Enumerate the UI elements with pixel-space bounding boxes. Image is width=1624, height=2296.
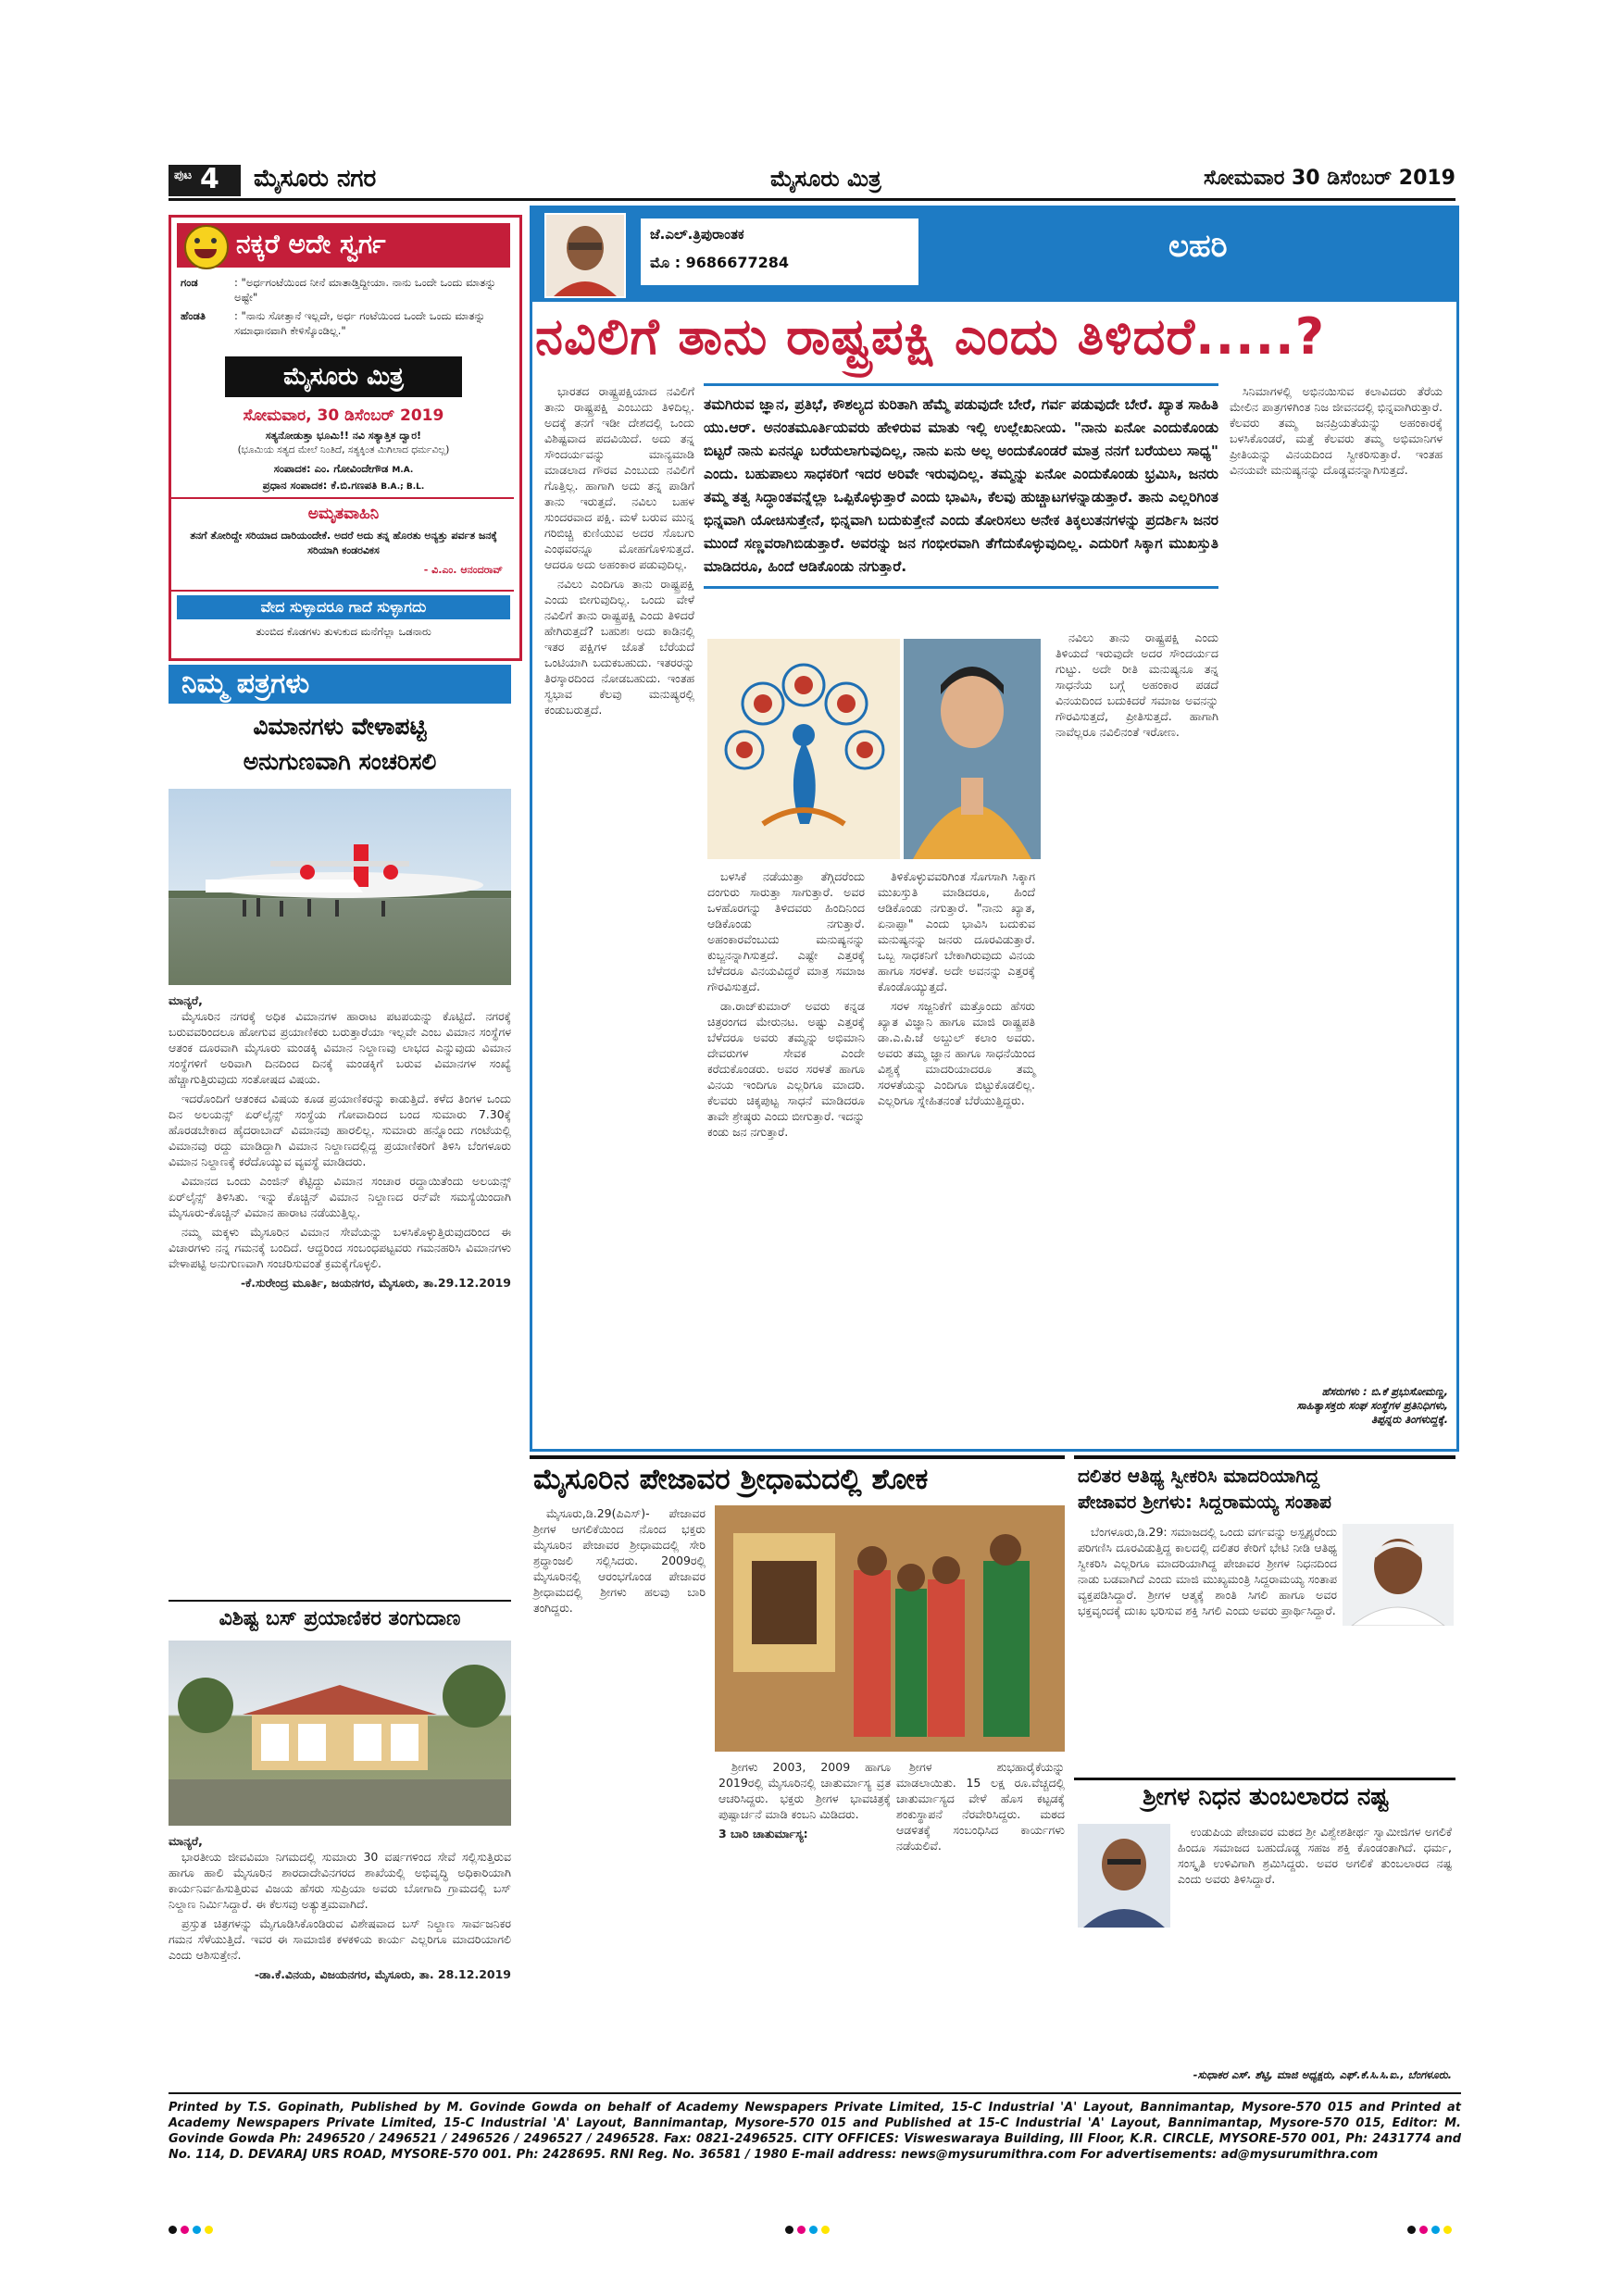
tumbalarada-credit: -ಸುಧಾಕರ ಎಸ್. ಶೆಟ್ಟಿ, ಮಾಜಿ ಅಧ್ಯಕ್ಷರು, ಎಫ್.ಕೆ.ಸಿ.ಸಿ.ಐ., ಬೆಂಗಳೂರು.	[1193, 2068, 1452, 2081]
story-paragraph: ಶ್ರೀಗಳು 2003, 2009 ಹಾಗೂ 2019ರಲ್ಲಿ ಮೈಸೂರಿನಲ್ಲಿ ಚಾತುರ್ಮಾಸ್ಯ ವ್ರತ ಆಚರಿಸಿದ್ದರು. ಭಕ್ತರು ಶ್ರೀಗಳ ಭಾವಚಿತ್ರಕ್ಕೆ ಪುಷ್ಪಾರ್ಚನೆ ಮಾಡಿ ಕಂಬನಿ ಮಿಡಿದರು.	[718, 1760, 891, 1821]
husband-line: : "ಅರ್ಧಗಂಟೆಯಿಂದ ನೀನೆ ಮಾತಾಡ್ತಿದ್ದೀಯಾ. ನಾನು ಒಂದೇ ಒಂದು ಮಾತನ್ನು ಅಷ್ಟೇ"	[234, 276, 496, 304]
pejawara-headline: ಮೈಸೂರಿನ ಪೇಜಾವರ ಶ್ರೀಧಾಮದಲ್ಲಿ ಶೋಕ	[533, 1463, 929, 1496]
chief-editor-credit	[177, 479, 510, 493]
proverb-title: ವೇದ ಸುಳ್ಳಾದರೂ ಗಾದೆ ಸುಳ್ಳಾಗದು	[177, 595, 510, 619]
editor-credit	[177, 462, 510, 476]
article-paragraph: ಬಳಸಿಕೆ ನಡೆಯುತ್ತಾ ತೆಗ್ಗಿದರೆಂದು ದಂಗುರು ಸಾರುತ್ತಾ ಸಾಗುತ್ತಾರೆ. ಅವರ ಒಳಹೊರಗನ್ನು ತಿಳಿದವರು ಹಿಂದಿನಿಂದ ಆಡಿಕೊಂಡು ನಗುತ್ತಾರೆ. ಅಹಂಕಾರವೆಂಬುದು ಮನುಷ್ಯನನ್ನು ಕುಬ್ಜನನ್ನಾಗಿಸುತ್ತದೆ. ಎಷ್ಟೇ ಎತ್ತರಕ್ಕೆ ಬೆಳೆದರೂ ವಿನಯವಿದ್ದರೆ ಮಾತ್ರ ಸಮಾಜ ಗೌರವಿಸುತ್ತದೆ.	[707, 869, 865, 993]
author-phone: ಮೊ : 9686677284	[650, 254, 789, 271]
lahari-lead: ತಮಗಿರುವ ಜ್ಞಾನ, ಪ್ರತಿಭೆ, ಕೌಶಲ್ಯದ ಕುರಿತಾಗಿ ಹೆಮ್ಮೆ ಪಡುವುದೇ ಬೇರೆ, ಗರ್ವ ಪಡುವುದೇ ಬೇರೆ. ಖ್ಯಾತ ಸಾಹಿತಿ ಯು.ಆರ್. ಅನಂತಮೂರ್ತಿಯವರು ಹೇಳಿರುವ ಮಾತು ಇಲ್ಲಿ ಉಲ್ಲೇಖನೀಯ. "ನಾನು ಏನೋ ಎಂದುಕೊಂಡು ಬಿಟ್ಟರೆ ನಾನು ಏನನ್ನೂ ಬರೆಯಲಾಗುವುದಿಲ್ಲ, ನಾನು ಏನು ಅಲ್ಲ ಅಂದುಕೊಂಡರೆ ಮಾತ್ರ ನನಗೆ ಬರೆಯಲು ಸಾಧ್ಯ" ಎಂದು. ಬಹುಪಾಲು ಸಾಧಕರಿಗೆ ಇದರ ಅರಿವೇ ಇರುವುದಿಲ್ಲ. ತಮ್ಮನ್ನು ಏನೋ ಎಂದುಕೊಂಡು ಭ್ರಮಿಸಿ, ಜನರು ತಮ್ಮ ತತ್ವ ಸಿದ್ಧಾಂತವನ್ನೆಲ್ಲಾ ಒಪ್ಪಿಕೊಳ್ಳುತ್ತಾರೆ ಎಂದು ಭಾವಿಸಿ, ಕೆಲವು ಹುಚ್ಚಾಟಗಳನ್ನಾಡುತ್ತಾರೆ. ತಾನು ಎಲ್ಲರಿಗಿಂತ ಭಿನ್ನವಾಗಿ ಯೋಚಿಸುತ್ತೇನೆ, ಭಿನ್ನವಾಗಿ ಬದುಕುತ್ತೇನೆ ಎಂದು ತೋರಿಸಲು ಅನೇಕ ತಿಕ್ಕಲುತನಗಳನ್ನು ಪ್ರದರ್ಶಿಸಿ ಜನರ ಮುಂದೆ ಸಣ್ಣವರಾಗಿಬಿಡುತ್ತಾರೆ. ಅವರನ್ನು ಜನ ಗಂಭೀರವಾಗಿ ತೆಗೆದುಕೊಳ್ಳುವುದಿಲ್ಲ. ಎದುರಿಗೆ ಸಿಕ್ಕಾಗ ಮುಖಸ್ತುತಿ ಮಾಡಿದರೂ, ಹಿಂದೆ ಆಡಿಕೊಂಡು ನಗುತ್ತಾರೆ.	[704, 383, 1218, 589]
lahari-column-3b	[1056, 630, 1218, 743]
peacock-illustration	[707, 639, 900, 859]
wife-line: : "ನಾನು ಸೋತ್ತಾನೆ ಇಲ್ಲದೇ, ಅರ್ಧ ಗಂಟೆಯಿಂದ ಒಂದೇ ಒಂದು ಮಾತನ್ನು ಸಮಾಧಾನವಾಗಿ ಕೇಳಿಸ್ಕೊಂಡಿಲ್ಲ."	[234, 309, 486, 337]
masthead: ಮೈಸೂರು ಮಿತ್ರ	[770, 165, 881, 192]
tumbalarada-body	[1178, 1824, 1452, 1890]
editor-degree: M.A.	[392, 466, 414, 475]
siddaramaiah-body	[1078, 1524, 1337, 1622]
headline-line-1: ದಲಿತರ ಆತಿಥ್ಯ ಸ್ವೀಕರಿಸಿ ಮಾದರಿಯಾಗಿದ್ದ	[1078, 1465, 1320, 1487]
credit-line-2: ಸಾಹಿತ್ಯಾಸಕ್ತರು ಸಂಘ ಸಂಸ್ಥೆಗಳ ಪ್ರತಿನಿಧಿಗಳು,	[1296, 1399, 1448, 1412]
siddaramaiah-headline	[1078, 1463, 1454, 1515]
column-name: ಲಹರಿ	[1168, 228, 1228, 265]
header-rule	[169, 198, 1455, 201]
tumbalarada-headline: ಶ್ರೀಗಳ ನಿಧನ ತುಂಬಲಾರದ ನಷ್ಟ	[1143, 1783, 1389, 1811]
sudhakar-photo	[1078, 1824, 1170, 1928]
letter1-body	[169, 992, 511, 1291]
letters-title-text: ನಿಮ್ಮ ಪತ್ರಗಳು	[181, 668, 310, 700]
letter1-headline	[169, 709, 511, 780]
lahari-author-credit	[1230, 1385, 1448, 1427]
editor-line: ಸಂಪಾದಕ: ಎಂ. ಗೋವಿಂದೇಗೌಡ	[273, 462, 389, 475]
credit-line-1: ಹೆಸರುಗಳು : ಬಿ.ಕೆ ಪ್ರಭುಸೋಮಣ್ಣ,	[1321, 1385, 1448, 1398]
page-number: 4	[200, 163, 219, 195]
page-header	[169, 165, 1455, 196]
subhead: 3 ಬಾರಿ ಚಾತುರ್ಮಾಸ್ಯ:	[718, 1827, 808, 1841]
letter2-paragraph: ಭಾರತೀಯ ಜೀವವಿಮಾ ನಿಗಮದಲ್ಲಿ ಸುಮಾರು 30 ವರ್ಷಗಳಿಂದ ಸೇವೆ ಸಲ್ಲಿಸುತ್ತಿರುವ ಹಾಗೂ ಹಾಲಿ ಮೈಸೂರಿನ ಶಾರದಾದೇವಿನಗರದ ಶಾಖೆಯಲ್ಲಿ ಅಭಿವೃದ್ಧಿ ಅಧಿಕಾರಿಯಾಗಿ ಕಾರ್ಯನಿರ್ವಹಿಸುತ್ತಿರುವ ವಿಜಯ ಹೆಸರು ಸುಪ್ರಿಯಾ ಅವರು ಬೋಗಾದಿ ಗ್ರಾಮದಲ್ಲಿ ಬಸ್ ನಿಲ್ದಾಣ ನಿರ್ಮಿಸಿದ್ದಾರೆ. ಈ ಕೆಲಸವು ಅತ್ಯುತ್ತಮವಾಗಿದೆ.	[169, 1850, 511, 1911]
cartoon-title: ನಕ್ಕರೆ ಅದೇ ಸ್ವರ್ಗ	[236, 229, 386, 259]
letter1-paragraph: ನಮ್ಮ ಮಕ್ಕಳು ಮೈಸೂರಿನ ವಿಮಾನ ಸೇವೆಯನ್ನು ಬಳಸಿಕೊಳ್ಳುತ್ತಿರುವುದರಿಂದ ಈ ವಿಚಾರಗಳು ನನ್ನ ಗಮನಕ್ಕೆ ಬಂದಿದೆ. ಆದ್ದರಿಂದ ಸಂಬಂಧಪಟ್ಟವರು ಗಮನಹರಿಸಿ ವಿಮಾನಗಳು ವೇಳಾಪಟ್ಟಿ ಅನುಗುಣವಾಗಿ ಸಂಚರಿಸುವಂತೆ ಕ್ರಮಕೈಗೊಳ್ಳಲಿ.	[169, 1225, 511, 1270]
article-paragraph: ಭಾರತದ ರಾಷ್ಟ್ರಪಕ್ಷಿಯಾದ ನವಿಲಿಗೆ ತಾನು ರಾಷ್ಟ್ರಪಕ್ಷಿ ಎಂಬುದು ತಿಳಿದಿಲ್ಲ. ಅದಕ್ಕೆ ತನಗೆ ಇಡೀ ದೇಶದಲ್ಲಿ ಒಂದು ವಿಶಿಷ್ಟವಾದ ಪದವಿಯಿದೆ. ಅದು ತನ್ನ ಸೌಂದರ್ಯವನ್ನು ಮಾನ್ಯಮಾಡಿ ಮಾಡಲಾದ ಗೌರವ ಎಂಬುದು ನವಿಲಿಗೆ ಗೊತ್ತಿಲ್ಲ. ಹಾಗಾಗಿ ಅದು ತನ್ನ ಪಾಡಿಗೆ ತಾನು ಇರುತ್ತದೆ. ನವಿಲು ಬಹಳ ಸುಂದರವಾದ ಪಕ್ಷಿ. ಮಳೆ ಬರುವ ಮುನ್ನ ಗರಿಬಿಚ್ಚಿ ಕುಣಿಯುವ ಅದರ ಸೊಬಗು ಎಂಥವರನ್ನೂ ಮೋಹಗೊಳಿಸುತ್ತದೆ. ಆದರೂ ಅದು ಅಹಂಕಾರ ಪಡುವುದಿಲ್ಲ.	[544, 384, 694, 571]
lahari-headline: ನವಿಲಿಗೆ ತಾನು ರಾಷ್ಟ್ರಪಕ್ಷಿ ಎಂದು ತಿಳಿದರೆ.....?	[535, 307, 1326, 366]
editorial-date: ಸೋಮವಾರ, 30 ಡಿಸೆಂಬರ್ 2019	[243, 406, 444, 425]
slogan-1: ಸತ್ಯನೋಡುತ್ತಾ ಭೂಮಿ!! ನವಿ ಸತ್ಯಾತ್ತಿತ ದ್ವಾರ!	[265, 430, 422, 442]
mourning-photo	[715, 1505, 1065, 1752]
bus-stand-photo	[169, 1641, 511, 1826]
amruta-text: ತನಗೆ ತೋರಿದ್ದೇ ಸರಿಯಾದ ದಾರಿಯಂದೇಕೆ. ಅದರೆ ಅದು ತನ್ನ ಹೊರತು ಅನ್ಯತ್ತು ಪರ್ವತ ಜನಕ್ಕೆ ಸರಿಯಾಗಿ ಕಂಡರವಿಕಸ	[190, 530, 497, 556]
pejawara-column-1	[533, 1505, 706, 1619]
airplane-photo	[169, 789, 511, 985]
husband-label: ಗಂಡ	[181, 276, 198, 289]
article-paragraph: ನವಿಲು ತಾನು ರಾಷ್ಟ್ರಪಕ್ಷಿ ಎಂದು ತಿಳಿಯದೆ ಇರುವುದೇ ಅದರ ಸೌಂದರ್ಯದ ಗುಟ್ಟು. ಅದೇ ರೀತಿ ಮನುಷ್ಯನೂ ತನ್ನ ಸಾಧನೆಯ ಬಗ್ಗೆ ಅಹಂಕಾರ ಪಡದೆ ವಿನಯದಿಂದ ಬದುಕಿದರೆ ಸಮಾಜ ಅವನನ್ನು ಗೌರವಿಸುತ್ತದೆ, ಪ್ರೀತಿಸುತ್ತದೆ. ಹಾಗಾಗಿ ನಾವೆಲ್ಲರೂ ನವಿಲಿನಂತೆ ಇರೋಣ.	[1056, 630, 1218, 739]
wife-label: ಹೆಂಡತಿ	[181, 309, 206, 322]
letter1-salutation: ಮಾನ್ಯರೆ,	[169, 993, 203, 1007]
footer-rule	[169, 2092, 1461, 2094]
lahari-column-2	[707, 868, 865, 1143]
cartoon-dialogue	[181, 275, 510, 338]
divider	[171, 590, 514, 592]
article-paragraph: ನವಿಲು ಎಂದಿಗೂ ತಾನು ರಾಷ್ಟ್ರಪಕ್ಷಿ ಎಂದು ಬೀಗುವುದಿಲ್ಲ. ಒಂದು ವೇಳೆ ನವಿಲಿಗೆ ತಾನು ರಾಷ್ಟ್ರಪಕ್ಷಿ ಎಂದು ತಿಳಿದರೆ ಹೇಗಿರುತ್ತದೆ? ಬಹುಶಃ ಅದು ಕಾಡಿನಲ್ಲಿ ಇತರ ಪಕ್ಷಿಗಳ ಜೊತೆ ಬೆರೆಯದೆ ಒಂಟಿಯಾಗಿ ಬದುಕಬಹುದು. ಇತರರನ್ನು ತಿರಸ್ಕಾರದಿಂದ ನೋಡಬಹುದು. ಇಂತಹ ಸ್ವಭಾವ ಕೆಲವು ಮನುಷ್ಯರಲ್ಲಿ ಕಂಡುಬರುತ್ತದೆ.	[544, 577, 694, 717]
proverb-text: ತುಂಬಿದ ಕೊಡಗಳು ತುಳುಕುದ ಮನೆಗೆಲ್ಲಾ ಒಡನಾರು	[256, 625, 431, 638]
pejawara-column-2	[718, 1759, 891, 1841]
story-paragraph: ಉಡುಪಿಯ ಪೇಜಾವರ ಮಠದ ಶ್ರೀ ವಿಶ್ವೇಶತೀರ್ಥ ಸ್ವಾಮೀಜಿಗಳ ಅಗಲಿಕೆ ಹಿಂದೂ ಸಮಾಜದ ಬಹುದೊಡ್ಡ ಸಹಜ ಶಕ್ತಿ ಕೊಂಡಂತಾಗಿದೆ. ಧರ್ಮ, ಸಂಸ್ಕೃತಿ ಉಳಿವಿಗಾಗಿ ಶ್ರಮಿಸಿದ್ದರು. ಅವರ ಅಗಲಿಕೆ ತುಂಬಲಾರದ ನಷ್ಟ ಎಂದು ಅವರು ತಿಳಿಸಿದ್ದಾರೆ.	[1178, 1825, 1452, 1886]
letters-column	[169, 709, 511, 2061]
chief-editor-line: ಪ್ರಧಾನ ಸಂಪಾದಕ: ಕೆ.ಬಿ.ಗಣಪತಿ	[262, 479, 378, 492]
laughing-face-icon	[184, 225, 229, 269]
story-paragraph: ಶ್ರೀಗಳ ಶುಭಹಾರೈಕೆಯನ್ನು ಮಾಡಲಾಯಿತು. 15 ಲಕ್ಷ ರೂ.ವೆಚ್ಚದಲ್ಲಿ ಚಾತುರ್ಮಾಸ್ಯದ ವೇಳೆ ಹೊಸ ಕಟ್ಟಡಕ್ಕೆ ಶಂಕುಸ್ಥಾಪನೆ ನೆರವೇರಿಸಿದ್ದರು. ಮಠದ ಆಡಳಿತಕ್ಕೆ ಸಂಬಂಧಿಸಿದ ಕಾರ್ಯಗಳು ನಡೆಯಲಿವೆ.	[896, 1760, 1065, 1853]
section-name: ಮೈಸೂರು ನಗರ	[254, 165, 377, 193]
author-name: ಜೆ.ಎಲ್.ತ್ರಿಪುರಾಂತಕ	[650, 226, 744, 243]
amruta-title: ಅಮೃತವಾಹಿನಿ	[307, 505, 380, 523]
story-rule	[530, 1455, 1065, 1459]
article-paragraph: ಸರಳ ಸಜ್ಜನಿಕೆಗೆ ಮತ್ತೊಂದು ಹೆಸರು ಖ್ಯಾತ ವಿಜ್ಞಾನಿ ಹಾಗೂ ಮಾಜಿ ರಾಷ್ಟ್ರಪತಿ ಡಾ.ಎ.ಪಿ.ಜೆ ಅಬ್ದುಲ್ ಕಲಾಂ ಅವರು. ಅವರು ತಮ್ಮ ಜ್ಞಾನ ಹಾಗೂ ಸಾಧನೆಯಿಂದ ವಿಶ್ವಕ್ಕೆ ಮಾದರಿಯಾದರೂ ತಮ್ಮ ಸರಳತೆಯನ್ನು ಎಂದಿಗೂ ಬಿಟ್ಟುಕೊಡಲಿಲ್ಲ. ಎಲ್ಲರಿಗೂ ಸ್ನೇಹಿತನಂತೆ ಬೆರೆಯುತ್ತಿದ್ದರು.	[878, 999, 1035, 1107]
registration-marks	[785, 2220, 841, 2229]
letter1-headline-l1: ವಿಮಾನಗಳು ವೇಳಾಪಟ್ಟಿ	[253, 713, 427, 740]
article-paragraph: ಸಿನಿಮಾಗಳಲ್ಲಿ ಅಭಿನಯಿಸುವ ಕಲಾವಿದರು ತೆರೆಯ ಮೇಲಿನ ಪಾತ್ರಗಳಿಗಿಂತ ನಿಜ ಜೀವನದಲ್ಲಿ ಭಿನ್ನವಾಗಿರುತ್ತಾರೆ. ಕೆಲವರು ತಮ್ಮ ಜನಪ್ರಿಯತೆಯನ್ನು ಅಹಂಕಾರಕ್ಕೆ ಬಳಸಿಕೊಂಡರೆ, ಮತ್ತೆ ಕೆಲವರು ತಮ್ಮ ಅಭಿಮಾನಿಗಳ ಪ್ರೀತಿಯನ್ನು ವಿನಯದಿಂದ ಸ್ವೀಕರಿಸುತ್ತಾರೆ. ಇಂತಹ ವಿನಯವೇ ಮನುಷ್ಯನನ್ನು ದೊಡ್ಡವನನ್ನಾಗಿಸುತ್ತದೆ.	[1230, 384, 1443, 477]
pejawara-column-3	[896, 1759, 1065, 1857]
story-paragraph: ಬೆಂಗಳೂರು,ಡಿ.29: ಸಮಾಜದಲ್ಲಿ ಒಂದು ವರ್ಗವನ್ನು ಅಸ್ಪೃಶ್ಯರೆಂದು ಪರಿಗಣಿಸಿ ದೂರವಿಡುತ್ತಿದ್ದ ಕಾಲದಲ್ಲಿ ದಲಿತರ ಕೇರಿಗೆ ಭೇಟಿ ನೀಡಿ ಆತಿಥ್ಯ ಸ್ವೀಕರಿಸಿ ಎಲ್ಲರಿಗೂ ಮಾದರಿಯಾಗಿದ್ದ ಪೇಜಾವರ ಶ್ರೀಗಳ ನಿಧನದಿಂದ ನಾಡು ಬಡವಾಗಿದೆ ಎಂದು ಮಾಜಿ ಮುಖ್ಯಮಂತ್ರಿ ಸಿದ್ದರಾಮಯ್ಯ ಸಂತಾಪ ವ್ಯಕ್ತಪಡಿಸಿದ್ದಾರೆ. ಶ್ರೀಗಳ ಆತ್ಮಕ್ಕೆ ಶಾಂತಿ ಸಿಗಲಿ ಹಾಗೂ ಅವರ ಭಕ್ತವೃಂದಕ್ಕೆ ದುಃಖ ಭರಿಸುವ ಶಕ್ತಿ ಸಿಗಲಿ ಎಂದು ಅವರು ಪ್ರಾರ್ಥಿಸಿದ್ದಾರೆ.	[1078, 1525, 1337, 1617]
article-paragraph: ಡಾ.ರಾಜ್‌ಕುಮಾರ್ ಅವರು ಕನ್ನಡ ಚಿತ್ರರಂಗದ ಮೇರುನಟ. ಅಷ್ಟು ಎತ್ತರಕ್ಕೆ ಬೆಳೆದರೂ ಅವರು ತಮ್ಮನ್ನು ಅಭಿಮಾನಿ ದೇವರುಗಳ ಸೇವಕ ಎಂದೇ ಕರೆದುಕೊಂಡರು. ಅವರ ಸರಳತೆ ಹಾಗೂ ವಿನಯ ಇಂದಿಗೂ ಎಲ್ಲರಿಗೂ ಮಾದರಿ. ಕೆಲವರು ಚಿಕ್ಕಪುಟ್ಟ ಸಾಧನೆ ಮಾಡಿದರೂ ತಾವೇ ಶ್ರೇಷ್ಠರು ಎಂದು ಬೀಗುತ್ತಾರೆ. ಇದನ್ನು ಕಂಡು ಜನ ನಗುತ್ತಾರೆ.	[707, 999, 865, 1139]
amruta-credit: - ವಿ.ಎಂ. ಆನಂದರಾವ್	[423, 564, 503, 576]
chief-editor-degree: B.A.; B.L.	[381, 482, 425, 492]
cartoon-title-bar	[177, 223, 510, 268]
rajkumar-photo	[904, 639, 1041, 859]
letter2-body	[169, 1833, 511, 1982]
letters-section-title	[169, 665, 511, 704]
credit-line-3: ತಿಪ್ಪನ್ನರು ತಿಂಗಳುದ್ದಕ್ಕೆ.	[1371, 1413, 1448, 1426]
registration-marks	[1407, 2220, 1463, 2229]
story-rule	[1074, 1455, 1455, 1459]
story-paragraph: ಮೈಸೂರು,ಡಿ.29(ಪಿಎಸ್)- ಪೇಜಾವರ ಶ್ರೀಗಳ ಆಗಲಿಕೆಯಿಂದ ನೊಂದ ಭಕ್ತರು ಮೈಸೂರಿನ ಪೇಜಾವರ ಶ್ರೀಧಾಮದಲ್ಲಿ ಸೇರಿ ಶ್ರದ್ಧಾಂಜಲಿ ಸಲ್ಲಿಸಿದರು. 2009ರಲ್ಲಿ ಮೈಸೂರಿನಲ್ಲಿ ಆರಂಭಗೊಂಡ ಪೇಜಾವರ ಶ್ರೀಧಾಮದಲ್ಲಿ ಶ್ರೀಗಳು ಹಲವು ಬಾರಿ ತಂಗಿದ್ದರು.	[533, 1506, 706, 1615]
lahari-column-1	[544, 383, 694, 721]
mitra-logo: ಮೈಸೂರು ಮಿತ್ರ	[225, 356, 462, 397]
page-label: ಪುಟ	[174, 168, 193, 182]
author-card	[641, 218, 918, 285]
headline-line-2: ಪೇಜಾವರ ಶ್ರೀಗಳು: ಸಿದ್ದರಾಮಯ್ಯ ಸಂತಾಪ	[1078, 1491, 1331, 1513]
letter1-paragraph: ಇದರೊಂದಿಗೆ ಆತಂಕದ ವಿಷಯ ಕೂಡ ಪ್ರಯಾಣಿಕರನ್ನು ಕಾಡುತ್ತಿದೆ. ಕಳೆದ ತಿಂಗಳ ಒಂದು ದಿನ ಅಲಯನ್ಸ್ ಏರ್‌ಲೈನ್ಸ್ ಸಂಸ್ಥೆಯ ಗೋವಾದಿಂದ ಬಂದ ಸುಮಾರು 7.30ಕ್ಕೆ ಹೊರಡಬೇಕಾದ ಹೈದರಾಬಾದ್ ವಿಮಾನವು ಹಾರಲಿಲ್ಲ. ಸುಮಾರು ಹನ್ನೊಂದು ಗಂಟೆಯಲ್ಲಿ ವಿಮಾನವು ರದ್ದು ಮಾಡಿದ್ದಾಗಿ ವಿಮಾನ ನಿಲ್ದಾಣದಲ್ಲಿದ್ದ ಪ್ರಯಾಣಿಕರಿಗೆ ತಿಳಿಸಿ ಬೆಂಗಳೂರು ವಿಮಾನ ನಿಲ್ದಾಣಕ್ಕೆ ಕರೆದೊಯ್ಯುವ ವ್ಯವಸ್ಥೆ ಮಾಡಿದರು.	[169, 1092, 511, 1168]
registration-marks	[169, 2220, 224, 2229]
letter2-signature: -ಡಾ.ಕೆ.ವಿನಯ, ವಿಜಯನಗರ, ಮೈಸೂರು, ತಾ. 28.12.2019	[254, 1967, 511, 1981]
header-date: ಸೋಮವಾರ 30 ಡಿಸೆಂಬರ್ 2019	[1203, 167, 1455, 190]
letter2-paragraph: ಪ್ರಸ್ತುತ ಚಿತ್ರಗಳನ್ನು ಮೈಗೂಡಿಸಿಕೊಂಡಿರುವ ವಿಶೇಷವಾದ ಬಸ್ ನಿಲ್ದಾಣ ಸಾರ್ವಜನಿಕರ ಗಮನ ಸೆಳೆಯುತ್ತಿದೆ. ಇವರ ಈ ಸಾಮಾಜಿಕ ಕಳಕಳಿಯ ಕಾರ್ಯ ಎಲ್ಲರಿಗೂ ಮಾದರಿಯಾಗಲಿ ಎಂದು ಆಶಿಸುತ್ತೇನೆ.	[169, 1916, 511, 1962]
author-photo	[544, 213, 626, 298]
letter1-paragraph: ಮೈಸೂರಿನ ನಗರಕ್ಕೆ ಅಧಿಕ ವಿಮಾನಗಳ ಹಾರಾಟ ಪಟಪಯನ್ನು ಕೊಟ್ಟಿದೆ. ನಗರಕ್ಕೆ ಬರುವವರಿಂದಲೂ ಹೋಗುವ ಪ್ರಯಾಣಿಕರು ಬರುತ್ತಾರೆಯಾ ಇಲ್ಲವೇ ಎಂಬ ವಿಮಾನ ಸಂಸ್ಥೆಗಳ ಆತಂಕ ದೂರವಾಗಿ ಮೈಸೂರು ಮಂಡಕ್ಕಿ ವಿಮಾನ ನಿಲ್ದಾಣವು ಲಾಭದ ಎನ್ನುವುದು ವಿಮಾನ ಸಂಸ್ಥೆಗಳಿಗೆ ಅರಿವಾಗಿ ದಿನದಿಂದ ದಿನಕ್ಕೆ ಮಂಡಕ್ಕಿಗೆ ಬರುವ ವಿಮಾನಗಳ ಸಂಖ್ಯೆ ಹೆಚ್ಚಾಗುತ್ತಿರುವುದು ಸಂತೋಷದ ವಿಷಯ.	[169, 1009, 511, 1086]
lahari-column-4	[1230, 383, 1443, 481]
article-paragraph: ತಿಳಿಕೊಳ್ಳುವವರಿಗಿಂತ ಸೊಗಸಾಗಿ ಸಿಕ್ಕಾಗ ಮುಖಸ್ತುತಿ ಮಾಡಿದರೂ, ಹಿಂದೆ ಆಡಿಕೊಂಡು ನಗುತ್ತಾರೆ. "ನಾನು ಖ್ಯಾತ, ಏನಾಪ್ಪಾ" ಎಂದು ಭಾವಿಸಿ ಬದುಕುವ ಮನುಷ್ಯನನ್ನು ಜನರು ದೂರವಿಡುತ್ತಾರೆ. ಒಬ್ಬ ಸಾಧಕನಿಗೆ ಬೇಕಾಗಿರುವುದು ವಿನಯ ಹಾಗೂ ಸರಳತೆ. ಅದೇ ಅವನನ್ನು ಎತ್ತರಕ್ಕೆ ಕೊಂಡೊಯ್ಯುತ್ತದೆ.	[878, 869, 1035, 993]
lahari-column-3	[878, 868, 1035, 1112]
letter2-headline: ವಿಶಿಷ್ಟ ಬಸ್ ಪ್ರಯಾಣಿಕರ ತಂಗುದಾಣ	[169, 1600, 511, 1630]
story-rule	[1074, 1778, 1455, 1780]
editorial-box	[169, 215, 522, 661]
page-number-box	[169, 165, 241, 196]
lahari-header-bar	[530, 206, 1459, 302]
divider	[171, 497, 514, 499]
siddaramaiah-photo	[1343, 1524, 1454, 1626]
slogan-2: (ಭೂಮಿಯ ಸತ್ಯದ ಮೇಲೆ ನಿಂತಿದೆ, ಸತ್ಯಕ್ಕಿಂತ ಮಿಗಿಲಾದ ಧರ್ಮವಿಲ್ಲ)	[237, 444, 450, 455]
letter1-headline-l2: ಅನುಗುಣವಾಗಿ ಸಂಚರಿಸಲಿ	[243, 748, 437, 775]
imprint-line: Printed by T.S. Gopinath, Published by M. Govinde Gowda on behalf of Academy Newspapers Private Limited, 15-C Industrial 'A' Layout, Bannimantap, Mysore-570 015 and Printed at Academy Newspapers Private Limited, 15-C Industrial 'A' Layout, Bannimantap, Mysore-570 015 and Published at 15-C Industrial 'A' Layout, Bannimantap, Mysore-570 015, Editor: M. Govinde Gowda Ph: 2496520 / 2496521 / 2496526 / 2496527 / 2496528. Fax: 0821-2496525. CITY OFFICES: Visweswaraya Building, III Floor, K.R. CIRCLE, MYSORE-570 001, Ph: 2431774 and No. 114, D. DEVARAJ URS ROAD, MYSORE-570 001. Ph: 2428695. RNI Reg. No. 36581 / 1980 E-mail address: news@mysurumithra.com For advertisements: ad@mysurumithra.com	[169, 2101, 1461, 2162]
letter1-paragraph: ವಿಮಾನದ ಒಂದು ಎಂಜಿನ್ ಕೆಟ್ಟಿದ್ದು ವಿಮಾನ ಸಂಚಾರ ರದ್ದಾಯಿತೆಂದು ಅಲಯನ್ಸ್ ಏರ್‌ಲೈನ್ಸ್ ತಿಳಿಸಿತು. ಇನ್ನು ಕೊಚ್ಚಿನ್ ವಿಮಾನ ನಿಲ್ದಾಣದ ರನ್‌ವೇ ಸಮಸ್ಯೆಯಿಂದಾಗಿ ಮೈಸೂರು-ಕೊಚ್ಚಿನ್ ವಿಮಾನ ಹಾರಾಟ ನಡೆಯುತ್ತಿಲ್ಲ.	[169, 1174, 511, 1219]
letter2-salutation: ಮಾನ್ಯರೆ,	[169, 1834, 203, 1848]
letter1-signature: -ಕೆ.ಸುರೇಂದ್ರ ಮೂರ್ತಿ, ಜಯನಗರ, ಮೈಸೂರು, ತಾ.29.12.2019	[240, 1276, 511, 1290]
